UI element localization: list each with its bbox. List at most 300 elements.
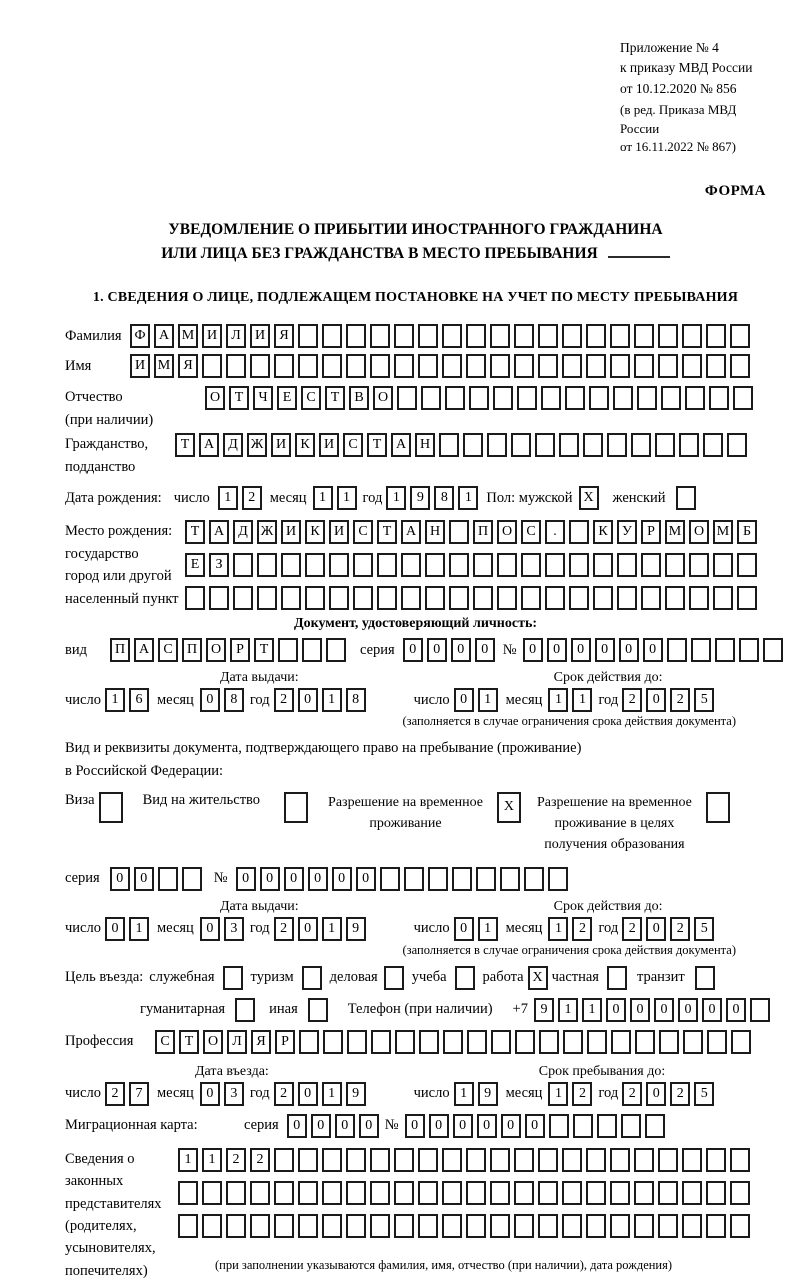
entry-month-cells [200, 1082, 244, 1106]
char-cell [281, 586, 301, 610]
char-cell: 0 [501, 1114, 521, 1138]
stay-heading: Срок пребывания до: [538, 1063, 666, 1079]
char-cell [274, 1214, 294, 1238]
char-cell [425, 586, 445, 610]
birth-day-label: число [173, 489, 210, 506]
char-cell: М [713, 520, 733, 544]
migration-series-cells [287, 1114, 379, 1138]
annex-reference [620, 38, 766, 99]
char-cell: 8 [346, 688, 366, 712]
char-cell: 0 [619, 638, 639, 662]
char-cell [634, 324, 654, 348]
char-cell: А [199, 433, 219, 457]
char-cell: 7 [129, 1082, 149, 1106]
char-cell [476, 867, 496, 891]
char-cell: 1 [458, 486, 478, 510]
char-cell: С [155, 1030, 175, 1054]
annex-revision [620, 101, 766, 158]
birth-date-row [65, 486, 766, 510]
char-cell [442, 354, 462, 378]
char-cell: 0 [200, 1082, 220, 1106]
char-cell [490, 1181, 510, 1205]
residence-doc-date-headings [65, 899, 766, 915]
representatives-label: Сведения о законных представителях (родителях, усыновителях, попечителях) [65, 1150, 162, 1279]
char-cell [418, 354, 438, 378]
temp-residence-edu-checkbox [706, 792, 730, 823]
char-cell [158, 867, 178, 891]
char-cell: 2 [105, 1082, 125, 1106]
annex-sub-line: от 16.11.2022 № 867) [620, 139, 737, 155]
char-cell [346, 354, 366, 378]
char-cell [329, 553, 349, 577]
char-cell [418, 324, 438, 348]
visa-checkbox [99, 792, 123, 823]
migration-number-label: № [384, 1117, 399, 1134]
valid-day-label: число [413, 691, 450, 708]
char-cell: К [305, 520, 325, 544]
char-cell [763, 638, 783, 662]
residence-doc-note: (заполняется в случае ограничения срока действия документа) [402, 942, 736, 957]
char-cell: Е [277, 386, 297, 410]
char-cell: И [329, 520, 349, 544]
citizenship-label: Гражданство, подданство [65, 436, 149, 475]
char-cell: Е [185, 553, 205, 577]
char-cell: 1 [322, 917, 342, 941]
char-cell: 1 [386, 486, 406, 510]
title-blank-underline [608, 243, 670, 258]
surname-cells [130, 324, 750, 348]
char-cell [713, 553, 733, 577]
char-cell [515, 1030, 535, 1054]
char-cell [563, 1030, 583, 1054]
birth-place-block [65, 520, 766, 610]
char-cell [442, 324, 462, 348]
char-cell: Н [415, 433, 435, 457]
char-cell: О [203, 1030, 223, 1054]
residence-valid-heading: Срок действия до: [553, 898, 663, 914]
char-cell [449, 586, 469, 610]
residence-valid-year-cells [622, 917, 714, 941]
residence-issue-month-cells [200, 917, 244, 941]
char-cell [597, 1114, 617, 1138]
doc-series-label: серия [360, 641, 395, 658]
char-cell [538, 1148, 558, 1172]
char-cell: 0 [654, 998, 674, 1022]
residence-issue-heading: Дата выдачи: [220, 898, 299, 914]
char-cell [517, 386, 537, 410]
char-cell: 1 [582, 998, 602, 1022]
issue-month-cells [200, 688, 244, 712]
birth-year-label: год [362, 489, 383, 506]
residence-permit-label: Вид на жительство [142, 791, 261, 808]
char-cell [377, 586, 397, 610]
char-cell: П [182, 638, 202, 662]
char-cell [634, 1181, 654, 1205]
char-cell: А [209, 520, 229, 544]
char-cell: 9 [410, 486, 430, 510]
purpose-humanitarian-checkbox [235, 998, 255, 1022]
char-cell [569, 586, 589, 610]
stay-day-cells [454, 1082, 498, 1106]
char-cell: 1 [478, 917, 498, 941]
char-cell: 0 [332, 867, 352, 891]
char-cell [682, 354, 702, 378]
purpose-transit-checkbox [695, 966, 715, 990]
char-cell [394, 1181, 414, 1205]
char-cell: 0 [236, 867, 256, 891]
char-cell [298, 324, 318, 348]
name-row [65, 354, 766, 378]
char-cell [322, 354, 342, 378]
char-cell: 2 [572, 1082, 592, 1106]
purpose-official-checkbox [223, 966, 243, 990]
char-cell [645, 1114, 665, 1138]
char-cell [685, 386, 705, 410]
char-cell [209, 586, 229, 610]
temp-residence-checkbox: X [497, 792, 521, 823]
char-cell [346, 1181, 366, 1205]
char-cell [298, 1214, 318, 1238]
char-cell: 2 [572, 917, 592, 941]
residence-series-label: серия [65, 870, 100, 887]
char-cell: 2 [242, 486, 262, 510]
char-cell: С [521, 520, 541, 544]
purpose-label: Цель въезда: [65, 969, 144, 986]
phone-cells [534, 998, 770, 1022]
char-cell [667, 638, 687, 662]
char-cell: Я [178, 354, 198, 378]
char-cell [490, 1148, 510, 1172]
char-cell [250, 1214, 270, 1238]
residence-valid-day-label: число [413, 920, 450, 937]
char-cell [682, 1181, 702, 1205]
profession-cells [155, 1030, 751, 1054]
char-cell [178, 1181, 198, 1205]
char-cell [497, 586, 517, 610]
char-cell: И [319, 433, 339, 457]
residence-doc-series-row [65, 867, 766, 891]
char-cell: 0 [335, 1114, 355, 1138]
char-cell: 0 [359, 1114, 379, 1138]
char-cell: Т [254, 638, 274, 662]
purpose-tourism-label: туризм [250, 969, 294, 986]
char-cell [323, 1030, 343, 1054]
char-cell [202, 1214, 222, 1238]
char-cell [661, 386, 681, 410]
char-cell: 0 [134, 867, 154, 891]
char-cell [233, 586, 253, 610]
entry-heading: Дата въезда: [195, 1063, 269, 1079]
representatives-row-3 [178, 1214, 750, 1238]
char-cell [617, 586, 637, 610]
char-cell [637, 386, 657, 410]
char-cell [500, 867, 520, 891]
char-cell [541, 386, 561, 410]
entry-year-label: год [249, 1085, 270, 1102]
char-cell: П [473, 520, 493, 544]
char-cell [185, 586, 205, 610]
char-cell: Я [274, 324, 294, 348]
char-cell [562, 354, 582, 378]
char-cell: Б [737, 520, 757, 544]
char-cell [524, 867, 544, 891]
char-cell [569, 520, 589, 544]
char-cell [665, 553, 685, 577]
char-cell: В [349, 386, 369, 410]
char-cell [443, 1030, 463, 1054]
char-cell: . [545, 520, 565, 544]
char-cell [621, 1114, 641, 1138]
char-cell: 0 [606, 998, 626, 1022]
char-cell: 1 [218, 486, 238, 510]
char-cell [658, 1181, 678, 1205]
char-cell: 0 [105, 917, 125, 941]
char-cell: 0 [405, 1114, 425, 1138]
char-cell [298, 1148, 318, 1172]
char-cell [521, 586, 541, 610]
char-cell: 0 [453, 1114, 473, 1138]
char-cell [487, 433, 507, 457]
representatives-note: (при заполнении указываются фамилия, имя, отчество (при наличии), дата рождения) [215, 1258, 673, 1273]
char-cell [257, 586, 277, 610]
char-cell [370, 324, 390, 348]
char-cell [442, 1181, 462, 1205]
char-cell: О [373, 386, 393, 410]
char-cell [750, 998, 770, 1022]
char-cell [658, 324, 678, 348]
purpose-work-checkbox: X [528, 966, 548, 990]
char-cell: Д [233, 520, 253, 544]
char-cell: 9 [346, 1082, 366, 1106]
stay-month-label: месяц [505, 1085, 543, 1102]
char-cell: 8 [434, 486, 454, 510]
char-cell [587, 1030, 607, 1054]
document-title [65, 218, 766, 266]
birth-month-cells [313, 486, 357, 510]
identity-doc-row [65, 638, 766, 662]
char-cell [305, 586, 325, 610]
stay-year-label: год [598, 1085, 619, 1102]
purpose-private-checkbox [607, 966, 627, 990]
char-cell [658, 354, 678, 378]
char-cell [610, 354, 630, 378]
char-cell [428, 867, 448, 891]
birth-year-cells [386, 486, 478, 510]
char-cell: Т [367, 433, 387, 457]
char-cell [380, 867, 400, 891]
char-cell [659, 1030, 679, 1054]
section-1-heading: 1. СВЕДЕНИЯ О ЛИЦЕ, ПОДЛЕЖАЩЕМ ПОСТАНОВКЕ НА УЧЕТ ПО МЕСТУ ПРЕБЫВАНИЯ [92, 290, 739, 306]
char-cell [322, 1181, 342, 1205]
char-cell [634, 354, 654, 378]
char-cell [706, 324, 726, 348]
char-cell: 0 [287, 1114, 307, 1138]
phone-label: Телефон (при наличии) [347, 1001, 493, 1018]
identity-doc-note: (заполняется в случае ограничения срока действия документа) [402, 714, 736, 729]
char-cell: У [617, 520, 637, 544]
char-cell: С [158, 638, 178, 662]
char-cell: 1 [129, 917, 149, 941]
char-cell: 9 [346, 917, 366, 941]
residence-permit-checkbox [284, 792, 308, 823]
char-cell [607, 433, 627, 457]
issue-month-label: месяц [156, 691, 194, 708]
char-cell: 0 [646, 917, 666, 941]
char-cell [490, 324, 510, 348]
temp-residence-edu-label: Разрешение на временное проживание в целях получения образования [536, 794, 692, 852]
temp-residence-label: Разрешение на временное проживание [328, 794, 483, 831]
char-cell [226, 1181, 246, 1205]
annex-line: Приложение № 4 [620, 40, 719, 55]
char-cell [250, 354, 270, 378]
char-cell [466, 354, 486, 378]
char-cell [370, 1148, 390, 1172]
birth-place-row-2 [185, 553, 757, 577]
char-cell [539, 1030, 559, 1054]
char-cell [397, 386, 417, 410]
issue-year-label: год [249, 691, 270, 708]
char-cell [466, 1214, 486, 1238]
char-cell: К [295, 433, 315, 457]
char-cell: О [689, 520, 709, 544]
entry-month-label: месяц [156, 1085, 194, 1102]
residence-number-cells [236, 867, 568, 891]
char-cell: 0 [702, 998, 722, 1022]
char-cell [511, 433, 531, 457]
annex-line: к приказу МВД России [620, 60, 753, 76]
entry-day-cells [105, 1082, 149, 1106]
char-cell: 0 [200, 688, 220, 712]
char-cell [418, 1148, 438, 1172]
char-cell [425, 553, 445, 577]
char-cell: 1 [105, 688, 125, 712]
char-cell [226, 1214, 246, 1238]
residence-valid-month-cells [548, 917, 592, 941]
char-cell: А [134, 638, 154, 662]
char-cell [298, 354, 318, 378]
char-cell [490, 354, 510, 378]
char-cell [281, 553, 301, 577]
char-cell: О [205, 386, 225, 410]
char-cell: 2 [274, 917, 294, 941]
char-cell [610, 1148, 630, 1172]
char-cell [346, 1214, 366, 1238]
char-cell [733, 386, 753, 410]
char-cell: Т [179, 1030, 199, 1054]
char-cell [613, 386, 633, 410]
patronymic-cells [205, 386, 753, 410]
char-cell [377, 553, 397, 577]
char-cell [737, 586, 757, 610]
char-cell [641, 553, 661, 577]
char-cell: О [497, 520, 517, 544]
char-cell: 0 [525, 1114, 545, 1138]
annex-line: от 10.12.2020 № 856 [620, 80, 737, 96]
char-cell: 0 [298, 1082, 318, 1106]
char-cell: 1 [548, 917, 568, 941]
char-cell [394, 1148, 414, 1172]
title-line-2: ИЛИ ЛИЦА БЕЗ ГРАЖДАНСТВА В МЕСТО ПРЕБЫВАНИЯ [65, 242, 766, 266]
char-cell [706, 354, 726, 378]
char-cell: 1 [558, 998, 578, 1022]
valid-year-label: год [598, 691, 619, 708]
char-cell [322, 1148, 342, 1172]
surname-row [65, 324, 766, 348]
char-cell: К [593, 520, 613, 544]
char-cell: 8 [224, 688, 244, 712]
char-cell: Л [227, 1030, 247, 1054]
doc-valid-heading: Срок действия до: [553, 670, 663, 686]
char-cell: З [209, 553, 229, 577]
birth-date-label: Дата рождения: [65, 489, 162, 506]
char-cell: А [391, 433, 411, 457]
residence-valid-month-label: месяц [505, 920, 543, 937]
char-cell: 0 [630, 998, 650, 1022]
stay-month-cells [548, 1082, 592, 1106]
char-cell [202, 1181, 222, 1205]
char-cell: А [154, 324, 174, 348]
char-cell: И [250, 324, 270, 348]
surname-label: Фамилия [65, 327, 122, 344]
char-cell: 5 [694, 1082, 714, 1106]
char-cell: 1 [548, 1082, 568, 1106]
char-cell [449, 553, 469, 577]
char-cell [655, 433, 675, 457]
birth-month-label: месяц [269, 489, 307, 506]
char-cell [490, 1214, 510, 1238]
purpose-private-label: частная [551, 969, 599, 986]
citizenship-row [65, 433, 766, 478]
char-cell [418, 1181, 438, 1205]
char-cell [713, 586, 733, 610]
entry-year-cells [274, 1082, 366, 1106]
char-cell: 0 [110, 867, 130, 891]
char-cell [593, 586, 613, 610]
char-cell [586, 1148, 606, 1172]
char-cell: 2 [274, 688, 294, 712]
char-cell: Т [175, 433, 195, 457]
title-line-1: УВЕДОМЛЕНИЕ О ПРИБЫТИИ ИНОСТРАННОГО ГРАЖДАНИНА [168, 221, 663, 239]
char-cell [706, 1181, 726, 1205]
representatives-row-1 [178, 1148, 750, 1172]
char-cell: 6 [129, 688, 149, 712]
identity-doc-date-headings [65, 670, 766, 686]
char-cell [635, 1030, 655, 1054]
visa-label: Виза [65, 791, 95, 808]
char-cell: 2 [622, 688, 642, 712]
char-cell: 2 [274, 1082, 294, 1106]
char-cell: А [401, 520, 421, 544]
identity-doc-heading: Документ, удостоверяющий личность: [293, 616, 538, 632]
char-cell [353, 586, 373, 610]
doc-number-label: № [502, 641, 517, 658]
profession-label: Профессия [65, 1033, 134, 1050]
valid-year-cells [622, 688, 714, 712]
char-cell [278, 638, 298, 662]
phone-prefix: +7 [512, 1001, 528, 1018]
char-cell [421, 386, 441, 410]
birth-place-row-3 [185, 586, 757, 610]
char-cell: Т [185, 520, 205, 544]
char-cell: Л [226, 324, 246, 348]
citizenship-cells [175, 433, 747, 457]
char-cell: Р [275, 1030, 295, 1054]
char-cell: 1 [337, 486, 357, 510]
entry-date-headings [65, 1064, 766, 1080]
residence-doc-options [65, 792, 766, 855]
char-cell [329, 586, 349, 610]
char-cell [442, 1214, 462, 1238]
